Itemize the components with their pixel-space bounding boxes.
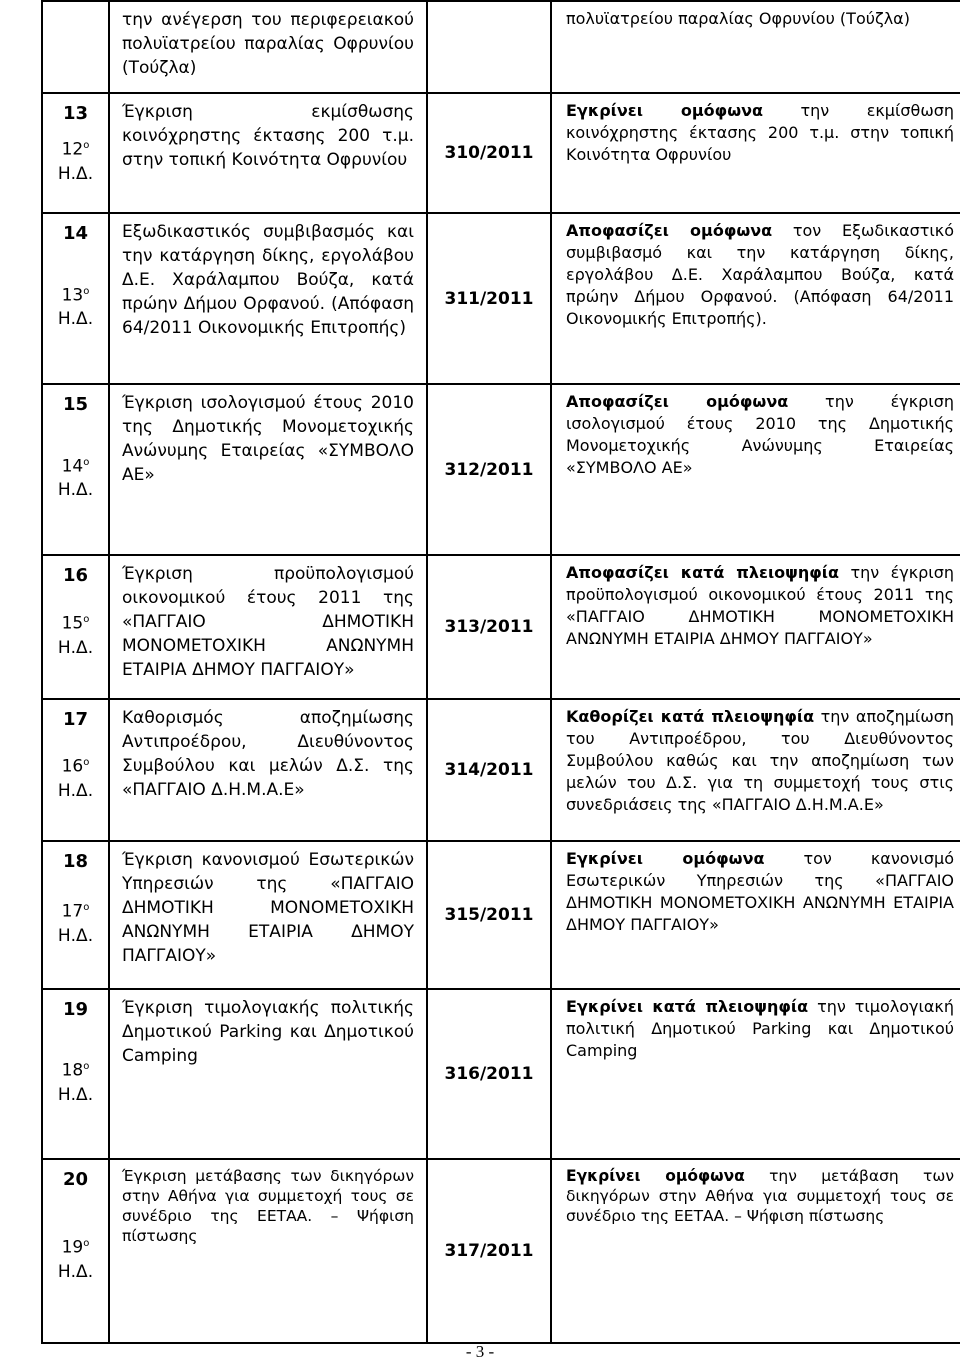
decision-number: 316/2011	[427, 989, 551, 1159]
result-text	[552, 2, 960, 36]
result-cell	[551, 1, 960, 93]
decision-number: 312/2011	[427, 384, 551, 555]
meeting-number	[43, 1232, 108, 1284]
result-text	[552, 700, 960, 822]
subject-cell	[109, 699, 427, 841]
meeting-ordinal: 19	[61, 1237, 84, 1258]
item-number-cell	[42, 555, 109, 699]
meeting-ordinal-suffix: ο	[83, 902, 90, 913]
item-number: 18	[62, 851, 89, 872]
meeting-ordinal: 12	[61, 139, 84, 160]
meeting-ordinal-suffix: ο	[83, 757, 90, 768]
result-text	[552, 842, 960, 942]
item-number-cell	[42, 989, 109, 1159]
meeting-number	[43, 451, 108, 503]
table-row	[42, 555, 960, 699]
result-verdict: Αποφασίζει κατά πλειοψηφία	[566, 563, 839, 582]
meeting-type: Η.Δ.	[57, 637, 94, 658]
result-verdict: Εγκρίνει ομόφωνα	[566, 101, 763, 120]
meeting-type: Η.Δ.	[57, 925, 94, 946]
result-cell	[551, 555, 960, 699]
result-body: την αποζημίωση του Αντιπροέδρου, του Διευθύνοντος Συμβούλου καθώς και την αποζημίωση των μελών του Δ.Σ. για τη συμμετοχή τους στις συνεδριάσεις της «ΠΑΓΓΑΙΟ Δ.Η.Μ.Α.Ε»	[566, 707, 955, 814]
result-verdict: Αποφασίζει ομόφωνα	[566, 392, 789, 411]
meeting-number	[43, 896, 108, 948]
item-number: 19	[62, 999, 89, 1020]
table-row	[42, 1, 960, 93]
table-row	[42, 699, 960, 841]
item-number-cell	[42, 1159, 109, 1343]
decisions-table	[41, 0, 960, 1344]
meeting-ordinal-suffix: ο	[83, 1238, 90, 1249]
result-body: πολυϊατρείου παραλίας Οφρυνίου (Τούζλα)	[566, 9, 910, 28]
meeting-type: Η.Δ.	[57, 309, 94, 330]
meeting-ordinal-suffix: ο	[83, 285, 90, 297]
result-text	[552, 990, 960, 1068]
subject-cell	[109, 841, 427, 989]
result-text	[552, 556, 960, 656]
item-number-cell	[42, 384, 109, 555]
meeting-number	[43, 134, 108, 186]
result-verdict: Καθορίζει κατά πλειοψηφία	[566, 707, 815, 726]
result-body: τον Εξωδικαστικό συμβιβασμό και την κατάργηση δίκης, εργολάβου Δ.Ε. Χαράλαμπου Βούζα, κατά πρώην Δήμου Ορφανού. (Απόφαση 64/2011 Οικονομικής Επιτροπής).	[566, 221, 955, 328]
subject-text: Έγκριση εκμίσθωσης κοινόχρηστης έκτασης 200 τ.μ. στην τοπική Κοινότητα Οφρυνίου	[122, 102, 414, 170]
subject-text: Έγκριση τιμολογιακής πολιτικής Δημοτικού Parking και Δημοτικού Camping	[122, 998, 414, 1066]
subject-cell	[109, 213, 427, 384]
result-body: την εκμίσθωση κοινόχρηστης έκτασης 200 τ.μ. στην τοπική Κοινότητα Οφρυνίου	[566, 101, 954, 164]
decision-number: 314/2011	[427, 699, 551, 841]
item-number-cell	[42, 213, 109, 384]
result-cell	[551, 213, 960, 384]
decision-number	[427, 1, 551, 93]
result-cell	[551, 1159, 960, 1343]
subject-text: Έγκριση κανονισμού Εσωτερικών Υπηρεσιών της «ΠΑΓΓΑΙΟ ΔΗΜΟΤΙΚΗ ΜΟΝΟΜΕΤΟΧΙΚΗ ΑΝΩΝΥΜΗ ΕΤΑΙΡΙΑ ΔΗΜΟΥ ΠΑΓΓΑΙΟΥ»	[122, 850, 414, 966]
result-text	[552, 94, 960, 172]
result-body: την έγκριση ισολογισμού έτους 2010 της Δημοτικής Μονομετοχικής Ανώνυμης Εταιρείας «ΣΥΜΒΟΛΟ ΑΕ»	[566, 392, 954, 477]
result-verdict: Αποφασίζει ομόφωνα	[566, 221, 773, 240]
decision-number: 313/2011	[427, 555, 551, 699]
meeting-ordinal-suffix: ο	[83, 140, 90, 151]
meeting-number	[43, 608, 108, 660]
meeting-number	[43, 1055, 108, 1107]
result-cell	[551, 384, 960, 555]
result-cell	[551, 699, 960, 841]
decision-number: 315/2011	[427, 841, 551, 989]
result-verdict: Εγκρίνει ομόφωνα	[566, 1167, 745, 1185]
result-cell	[551, 989, 960, 1159]
result-cell	[551, 841, 960, 989]
meeting-ordinal: 18	[61, 1060, 84, 1081]
subject-cell	[109, 555, 427, 699]
subject-text: Έγκριση ισολογισμού έτους 2010 της Δημοτικής Μονομετοχικής Ανώνυμης Εταιρείας «ΣΥΜΒΟΛΟ ΑΕ»	[122, 393, 414, 485]
table-row	[42, 989, 960, 1159]
subject-cell	[109, 93, 427, 213]
meeting-ordinal: 16	[61, 756, 84, 777]
item-number-cell	[42, 93, 109, 213]
subject-cell	[109, 989, 427, 1159]
meeting-ordinal-suffix: ο	[83, 456, 90, 468]
decision-number: 311/2011	[427, 213, 551, 384]
meeting-ordinal: 14	[61, 456, 84, 477]
meeting-ordinal-suffix: ο	[83, 1061, 90, 1072]
result-verdict: Εγκρίνει ομόφωνα	[566, 849, 765, 868]
subject-text: Έγκριση προϋπολογισμού οικονομικού έτους 2011 της «ΠΑΓΓΑΙΟ ΔΗΜΟΤΙΚΗ ΜΟΝΟΜΕΤΟΧΙΚΗ ΑΝΩΝΥΜΗ ΕΤΑΙΡΙΑ ΔΗΜΟΥ ΠΑΓΓΑΙΟΥ»	[122, 564, 414, 680]
item-number: 14	[62, 223, 89, 244]
decision-number: 310/2011	[427, 93, 551, 213]
subject-text: Εξωδικαστικός συμβιβασμός και την κατάργηση δίκης, εργολάβου Δ.Ε. Χαράλαμπου Βούζα, κατά πρώην Δήμου Ορφανού. (Απόφαση 64/2011 Οικονομικής Επιτροπής)	[122, 222, 414, 338]
subject-cell	[109, 384, 427, 555]
item-number-cell	[42, 699, 109, 841]
subject-text: την ανέγερση του περιφερειακού πολυϊατρείου παραλίας Οφρυνίου (Τούζλα)	[122, 10, 414, 78]
meeting-number	[43, 280, 108, 332]
subject-cell	[109, 1, 427, 93]
meeting-type: Η.Δ.	[57, 780, 94, 801]
table-row	[42, 93, 960, 213]
page-number: - 3 -	[465, 1342, 495, 1361]
table-row	[42, 213, 960, 384]
result-text	[552, 385, 960, 485]
meeting-type: Η.Δ.	[57, 480, 94, 501]
meeting-ordinal: 15	[61, 613, 84, 634]
meeting-ordinal-suffix: ο	[83, 614, 90, 625]
item-number: 16	[62, 565, 89, 586]
table-row	[42, 841, 960, 989]
meeting-number	[43, 751, 108, 803]
item-number-cell	[42, 1, 109, 93]
subject-text: Έγκριση μετάβασης των δικηγόρων στην Αθήνα για συμμετοχή τους σε συνέδριο της ΕΕΤΑΑ. – Ψήφιση πίστωσης	[122, 1167, 414, 1245]
subject-cell	[109, 1159, 427, 1343]
table-row	[42, 1159, 960, 1343]
meeting-ordinal: 17	[61, 901, 84, 922]
subject-text: Καθορισμός αποζημίωσης Αντιπροέδρου, Διευθύνοντος Συμβούλου και μελών Δ.Σ. της «ΠΑΓΓΑΙΟ Δ.Η.Μ.Α.Ε»	[122, 708, 414, 800]
result-cell	[551, 93, 960, 213]
result-text	[552, 214, 960, 336]
result-body: την τιμολογιακή πολιτική Δημοτικού Parking και Δημοτικού Camping	[566, 997, 954, 1060]
result-body: την μετάβαση των δικηγόρων στην Αθήνα για συμμετοχή τους σε συνέδριο της ΕΕΤΑΑ. – Ψήφιση πίστωσης	[566, 1167, 954, 1225]
item-number: 13	[62, 103, 89, 124]
item-number: 20	[62, 1169, 89, 1190]
table-row	[42, 384, 960, 555]
decision-number: 317/2011	[427, 1159, 551, 1343]
item-number-cell	[42, 841, 109, 989]
meeting-type: Η.Δ.	[57, 163, 94, 184]
result-text	[552, 1160, 960, 1232]
item-number: 17	[62, 709, 89, 730]
meeting-ordinal: 13	[61, 285, 84, 306]
result-body: τον κανονισμό Εσωτερικών Υπηρεσιών της «ΠΑΓΓΑΙΟ ΔΗΜΟΤΙΚΗ ΜΟΝΟΜΕΤΟΧΙΚΗ ΑΝΩΝΥΜΗ ΕΤΑΙΡΙΑ ΔΗΜΟΥ ΠΑΓΓΑΙΟΥ»	[566, 849, 955, 934]
meeting-type: Η.Δ.	[57, 1261, 94, 1282]
result-verdict: Εγκρίνει κατά πλειοψηφία	[566, 997, 809, 1016]
item-number: 15	[62, 394, 89, 415]
result-body: την έγκριση προϋπολογισμού οικονομικού έτους 2011 της «ΠΑΓΓΑΙΟ ΔΗΜΟΤΙΚΗ ΜΟΝΟΜΕΤΟΧΙΚΗ ΑΝΩΝΥΜΗ ΕΤΑΙΡΙΑ ΔΗΜΟΥ ΠΑΓΓΑΙΟΥ»	[566, 563, 954, 648]
meeting-type: Η.Δ.	[57, 1084, 94, 1105]
